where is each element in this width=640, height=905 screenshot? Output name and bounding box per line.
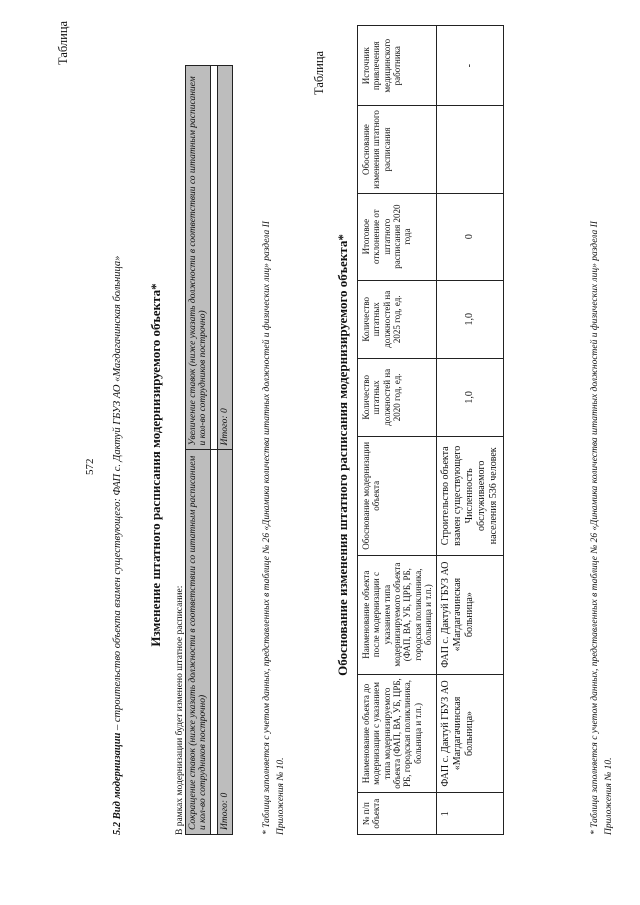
increase-cell: Увеличение ставок (ниже указать должности в соответствии со штатным расписанием и кол-во сотрудников построчно) [186,66,211,451]
reduction-cell: Сокращение ставок (ниже указать должности в соответствии со штатным расписанием и кол-во сотрудников построчно) [186,450,211,835]
row-change-reason [437,106,504,193]
row-staff-2025: 1,0 [437,280,504,358]
header-justification: Обоснование модернизации объекта [358,436,437,555]
page-number: 572 [84,458,96,475]
header-num: № п/п объекта [358,793,437,835]
table1-label: Таблица [56,20,70,65]
table1-footnote-ref: Приложения № 10. [276,757,286,835]
table1-intro: В рамках модернизации будет изменено штатное расписание: [175,585,185,835]
table1-title: Изменение штатного расписания модернизируемого объекта* [148,283,163,647]
total-left: Итого: 0 [218,450,233,835]
modernization-type-label: 5.2 Вид модернизации [112,732,123,835]
header-after: Наименование объекта после модернизации с указанием типа модернизируемого объекта (ФАП, ВА, УБ, ЦРБ, РБ, городская поликлиника, больница и т.п.) [358,555,437,674]
table2-footnote-ref: Приложения № 10. [604,757,614,835]
blank-cell [211,450,218,835]
row-before: ФАП с. Дактуй ГБУЗ АО «Магдагачинская больница» [437,674,504,793]
modernization-type-text: – строительство объекта взамен существующего: ФАП с. Дактуй ГБУЗ АО «Магдагачинская больница» [112,255,123,733]
staff-change-table [185,65,233,835]
header-before: Наименование объекта до модернизации с указанием типа модернизируемого объекта (ФАП, ВА, УБ, ЦРБ, РБ, городская поликлиника, больница и т.п.) [358,674,437,793]
table2-label: Таблица [312,50,326,95]
row-staff-2020: 1,0 [437,358,504,436]
header-change-reason: Обоснование изменения штатного расписания [358,106,437,193]
modernization-type-line [112,45,123,835]
total-right: Итого: 0 [218,66,233,451]
table1-footnote: * Таблица заполняется с учетом данных, представленных в таблице № 26 «Динамика количества штатных должностей и физических лиц» раздела II [262,221,272,835]
row-num: 1 [437,793,504,835]
staff-justification-table [357,25,504,835]
header-deviation: Итоговое отклонение от штатного расписания 2020 года [358,193,437,280]
table-row [437,26,504,835]
header-staff-2025: Количество штатных должностей на 2025 год, ед. [358,280,437,358]
row-justification: Строительство объекта взамен существующего Численность обслуживаемого населения 536 человек [437,436,504,555]
header-staff-2020: Количество штатных должностей на 2020 год, ед. [358,358,437,436]
row-deviation: 0 [437,193,504,280]
table2-title: Обоснование изменения штатного расписания модернизируемого объекта* [335,234,350,676]
row-source: - [437,26,504,106]
header-source: Источник привлечения медицинского работника [358,26,437,106]
table2-footnote: * Таблица заполняется с учетом данных, представленных в таблице № 26 «Динамика количества штатных должностей и физических лиц» раздела II [590,221,600,835]
blank-cell [211,66,218,451]
row-after: ФАП с. Дактуй ГБУЗ АО «Магдагачинская больница» [437,555,504,674]
